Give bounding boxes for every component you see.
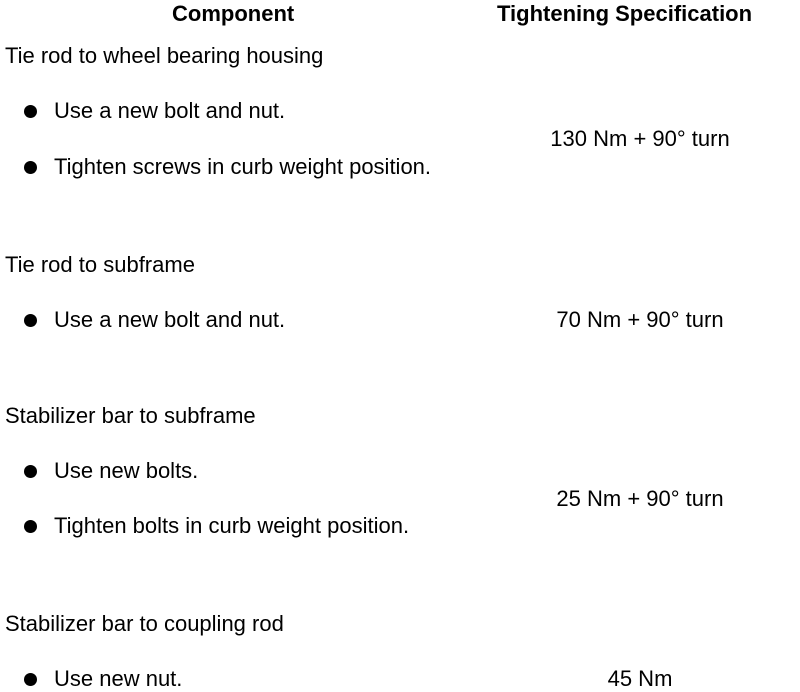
component-name: Stabilizer bar to subframe	[5, 403, 256, 428]
component-name: Stabilizer bar to coupling rod	[5, 611, 284, 636]
component-name: Tie rod to subframe	[5, 252, 195, 277]
note-text: Use a new bolt and nut.	[54, 307, 286, 332]
tightening-spec: 25 Nm + 90° turn	[556, 486, 724, 511]
tightening-spec: 130 Nm + 90° turn	[550, 126, 730, 151]
tightening-spec: 70 Nm + 90° turn	[556, 307, 724, 332]
component-name: Tie rod to wheel bearing housing	[5, 43, 324, 68]
specification-column-header: Tightening Specification	[497, 1, 753, 26]
note-text: Use a new bolt and nut.	[54, 98, 286, 123]
bullet-icon	[24, 465, 37, 478]
bullet-icon	[24, 673, 37, 686]
bullet-icon	[24, 105, 37, 118]
note-text: Tighten bolts in curb weight position.	[54, 513, 410, 538]
bullet-icon	[24, 520, 37, 533]
bullet-icon	[24, 161, 37, 174]
note-text: Use new bolts.	[54, 458, 199, 483]
tightening-spec: 45 Nm	[607, 666, 673, 691]
note-text: Use new nut.	[54, 666, 183, 691]
note-text: Tighten screws in curb weight position.	[54, 154, 432, 179]
component-column-header: Component	[172, 1, 295, 26]
bullet-icon	[24, 314, 37, 327]
